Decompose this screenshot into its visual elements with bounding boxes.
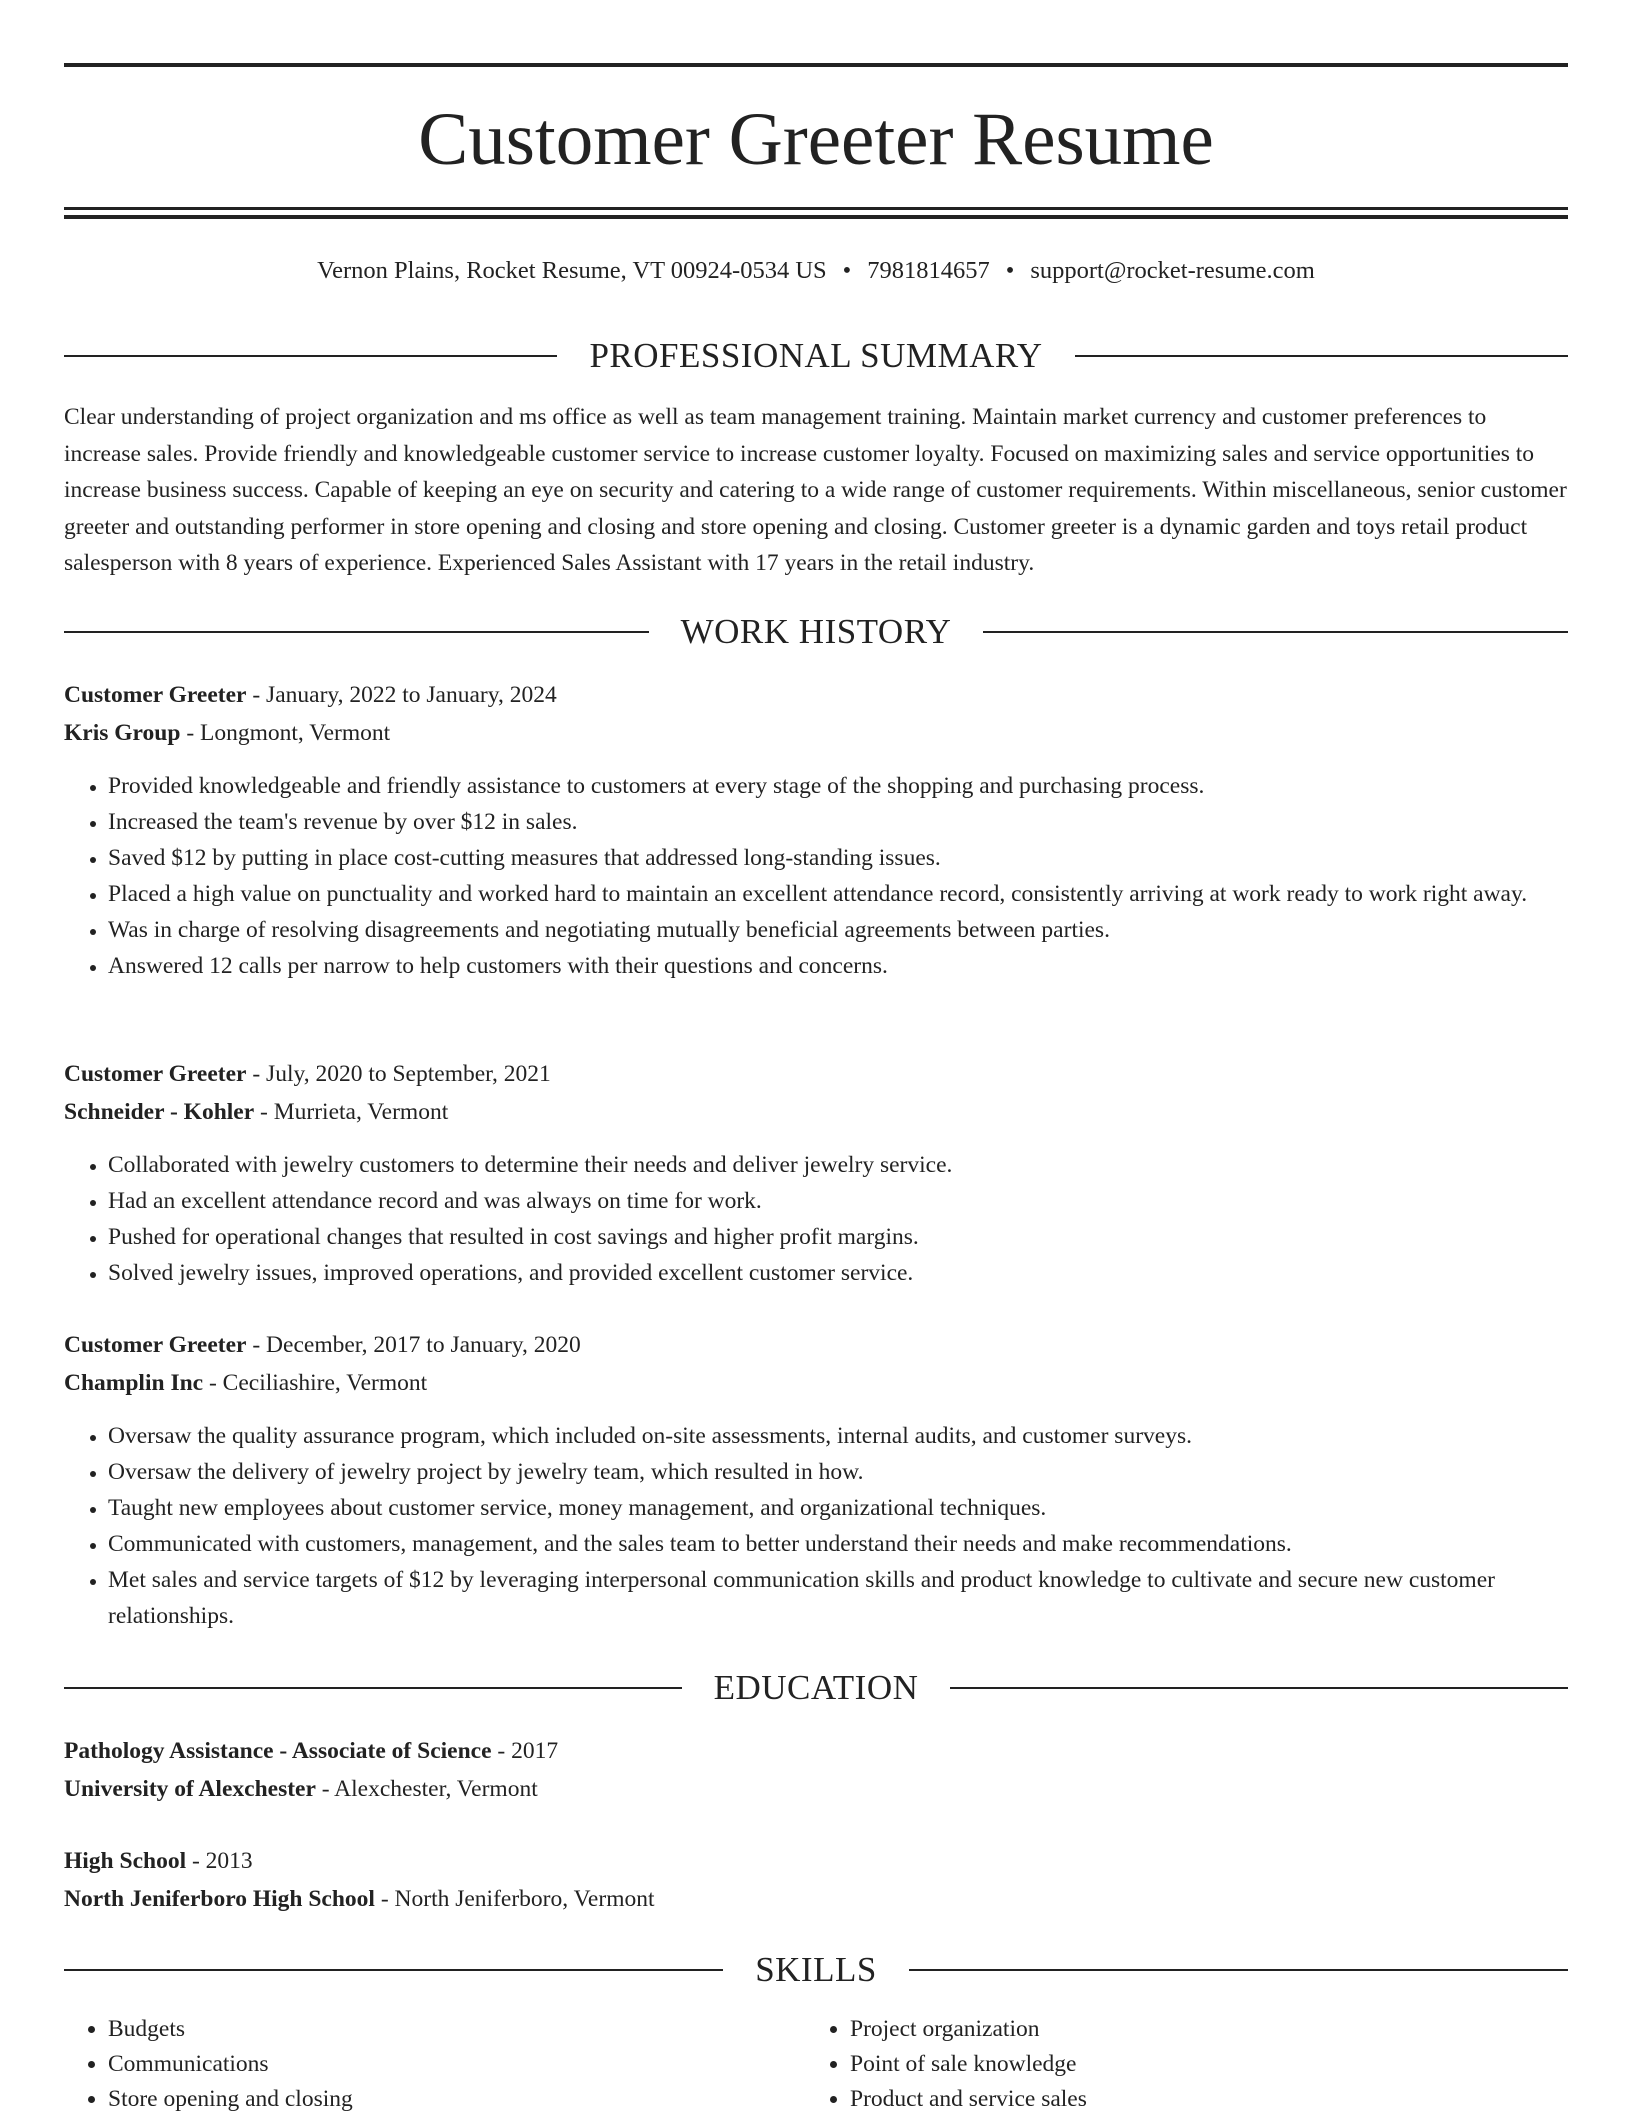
section-title: PROFESSIONAL SUMMARY bbox=[589, 336, 1043, 375]
skill-item: • Budgets bbox=[108, 2012, 764, 2047]
education-degree: Pathology Assistance - Associate of Science bbox=[64, 1738, 492, 1764]
job-location: - Ceciliashire, Vermont bbox=[203, 1370, 428, 1396]
list-item: • Pushed for operational changes that resulted in cost savings and higher profit margins. bbox=[108, 1219, 1568, 1255]
job-location: - Murrieta, Vermont bbox=[254, 1099, 449, 1125]
education-entry bbox=[64, 1732, 1568, 1808]
job-title: Customer Greeter bbox=[64, 1061, 247, 1087]
job-location: - Longmont, Vermont bbox=[180, 720, 391, 746]
contact-separator: • bbox=[842, 257, 852, 284]
education-degree-line bbox=[64, 1732, 1568, 1770]
education-degree-line bbox=[64, 1842, 1568, 1880]
page-title: Customer Greeter Resume bbox=[418, 98, 1214, 181]
list-item: • Had an excellent attendance record and was always on time for work. bbox=[108, 1183, 1568, 1219]
contact-line bbox=[0, 254, 1632, 288]
list-item: • Collaborated with jewelry customers to determine their needs and deliver jewelry service. bbox=[108, 1147, 1568, 1183]
job-entry bbox=[64, 1055, 1568, 1291]
list-item: • Oversaw the delivery of jewelry project by jewelry team, which resulted in how. bbox=[108, 1454, 1568, 1490]
section-heading-education bbox=[64, 1668, 1568, 1708]
job-company-line bbox=[64, 1364, 1568, 1402]
section-title: SKILLS bbox=[755, 1950, 877, 1989]
education-location: - North Jeniferboro, Vermont bbox=[374, 1886, 655, 1912]
skill-item: • Communications bbox=[108, 2047, 764, 2082]
job-bullets bbox=[64, 768, 1568, 984]
list-item: • Communicated with customers, management, and the sales team to better understand their needs and make recommendations. bbox=[108, 1526, 1568, 1562]
list-item: • Met sales and service targets of $12 by leveraging interpersonal communication skills and product knowledge to cultivate and secure new customer relationships. bbox=[108, 1562, 1568, 1634]
job-company: Schneider - Kohler bbox=[64, 1099, 255, 1125]
education-school-line bbox=[64, 1770, 1568, 1808]
education-school: North Jeniferboro High School bbox=[64, 1886, 375, 1912]
section-heading-summary bbox=[64, 336, 1568, 376]
job-bullets bbox=[64, 1418, 1568, 1634]
job-bullets bbox=[64, 1147, 1568, 1291]
education-entry bbox=[64, 1842, 1568, 1918]
job-title-line bbox=[64, 1055, 1568, 1093]
section-title: WORK HISTORY bbox=[680, 612, 952, 651]
contact-address: Vernon Plains, Rocket Resume, VT 00924-0534 US bbox=[317, 257, 827, 284]
job-dates: - December, 2017 to January, 2020 bbox=[246, 1332, 581, 1358]
job-dates: - January, 2022 to January, 2024 bbox=[246, 682, 557, 708]
job-title-line bbox=[64, 1326, 1568, 1364]
job-title: Customer Greeter bbox=[64, 682, 247, 708]
list-item: • Provided knowledgeable and friendly assistance to customers at every stage of the shopping and purchasing process. bbox=[108, 768, 1568, 804]
job-company-line bbox=[64, 714, 1568, 752]
contact-separator: • bbox=[1005, 257, 1015, 284]
skill-item: • Store opening and closing bbox=[108, 2082, 764, 2117]
skills-column-left bbox=[64, 2012, 764, 2117]
list-item: • Placed a high value on punctuality and worked hard to maintain an excellent attendance record, consistently arriving at work ready to work right away. bbox=[108, 876, 1568, 912]
skills-column-right bbox=[806, 2012, 1506, 2117]
job-entry bbox=[64, 1326, 1568, 1634]
list-item: • Was in charge of resolving disagreements and negotiating mutually beneficial agreements between parties. bbox=[108, 912, 1568, 948]
job-title: Customer Greeter bbox=[64, 1332, 247, 1358]
job-dates: - July, 2020 to September, 2021 bbox=[246, 1061, 551, 1087]
education-school-line bbox=[64, 1880, 1568, 1918]
job-company: Champlin Inc bbox=[64, 1370, 204, 1396]
contact-email: support@rocket-resume.com bbox=[1030, 257, 1315, 284]
skill-item: • Product and service sales bbox=[850, 2082, 1506, 2117]
section-title: EDUCATION bbox=[713, 1668, 919, 1707]
list-item: • Taught new employees about customer service, money management, and organizational techniques. bbox=[108, 1490, 1568, 1526]
list-item: • Oversaw the quality assurance program, which included on-site assessments, internal audits, and customer surveys. bbox=[108, 1418, 1568, 1454]
title-rule-lower bbox=[64, 215, 1568, 219]
list-item: • Saved $12 by putting in place cost-cutting measures that addressed long-standing issues. bbox=[108, 840, 1568, 876]
job-company: Kris Group bbox=[64, 720, 181, 746]
education-location: - Alexchester, Vermont bbox=[315, 1776, 538, 1802]
summary-text: Clear understanding of project organization and ms office as well as team management training. Maintain market currency and customer preferences to increase sales. Provide friendly and knowledgeable customer service to increase customer loyalty. Focused on maximizing sales and service opportunities to increase business success. Capable of keeping an eye on security and catering to a wide range of customer requirements. Within miscellaneous, senior customer greeter and outstanding performer in store opening and closing and store opening and closing. Customer greeter is a dynamic garden and toys retail product salesperson with 8 years of experience. Experienced Sales Assistant with 17 years in the retail industry. bbox=[64, 404, 1567, 576]
skill-item: • Project organization bbox=[850, 2012, 1506, 2047]
job-title-line bbox=[64, 676, 1568, 714]
list-item: • Solved jewelry issues, improved operations, and provided excellent customer service. bbox=[108, 1255, 1568, 1291]
job-entry bbox=[64, 676, 1568, 984]
education-degree: High School bbox=[64, 1848, 187, 1874]
job-company-line bbox=[64, 1093, 1568, 1131]
skill-item: • Point of sale knowledge bbox=[850, 2047, 1506, 2082]
education-year: - 2017 bbox=[491, 1738, 559, 1764]
section-heading-work-history bbox=[64, 612, 1568, 652]
list-item: • Answered 12 calls per narrow to help customers with their questions and concerns. bbox=[108, 948, 1568, 984]
top-rule bbox=[64, 63, 1568, 67]
education-year: - 2013 bbox=[186, 1848, 253, 1874]
contact-phone: 7981814657 bbox=[867, 257, 990, 284]
title-rule-upper bbox=[64, 207, 1568, 210]
section-heading-skills bbox=[64, 1950, 1568, 1990]
list-item: • Increased the team's revenue by over $12 in sales. bbox=[108, 804, 1568, 840]
education-school: University of Alexchester bbox=[64, 1776, 316, 1802]
